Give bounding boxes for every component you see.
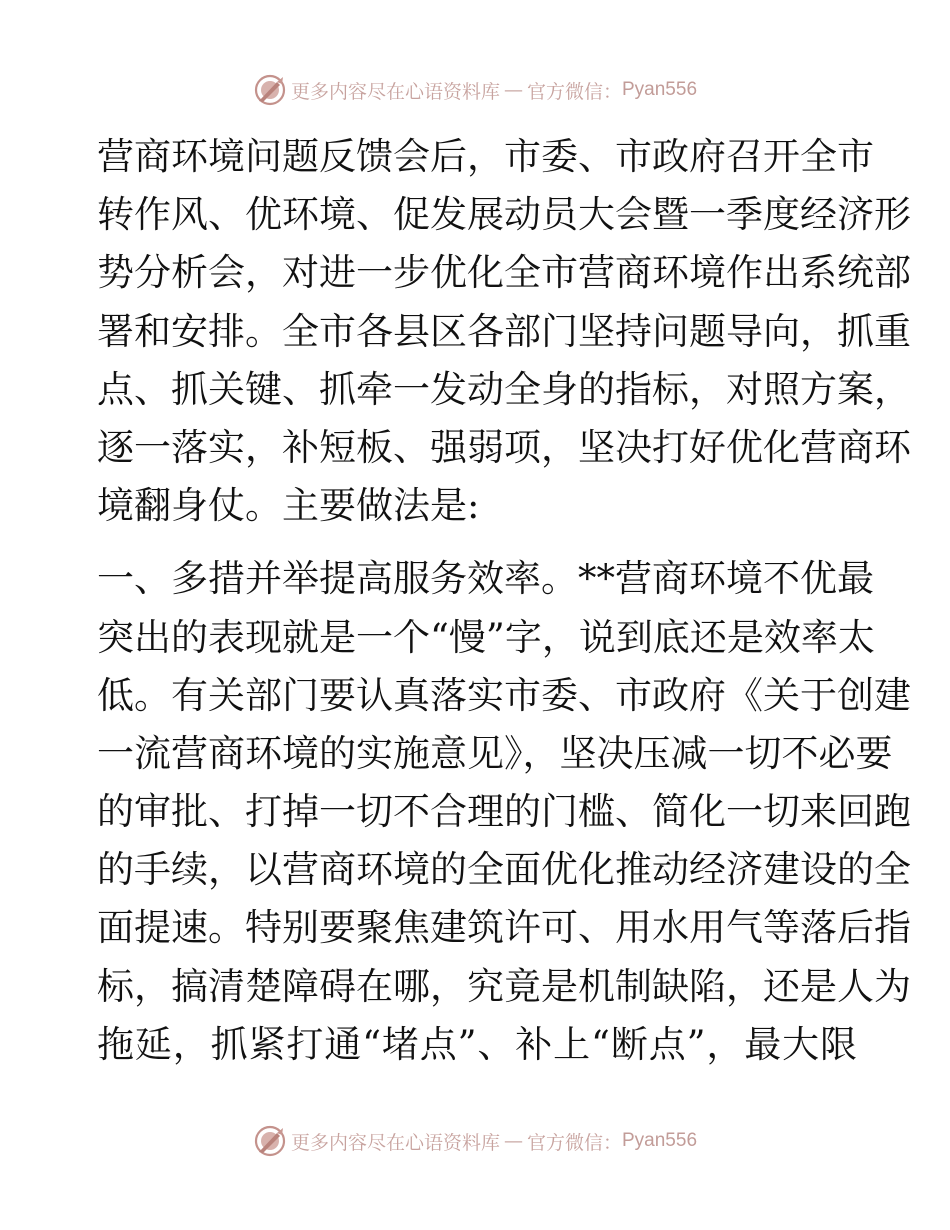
text-line: 势分析会，对进一步优化全市营商环境作出系统部	[97, 251, 911, 295]
text-line: 的手续，以营商环境的全面优化推动经济建设的全	[97, 848, 911, 892]
text-line: 署和安排。全市各县区各部门坚持问题导向，抓重	[97, 309, 911, 353]
text-line: 面提速。特别要聚焦建筑许可、用水用气等落后指	[97, 906, 911, 950]
watermark-contact-id: Pyan556	[622, 79, 698, 100]
text-line: 逐一落实，补短板、强弱项，坚决打好优化营商环	[97, 425, 911, 469]
text-line: 拖延，抓紧打通“堵点”、补上“断点”，最大限	[97, 1022, 857, 1066]
watermark-contact-label: 官方微信：	[526, 1131, 622, 1154]
header-watermark	[0, 72, 950, 108]
watermark-text: 更多内容尽在心语资料库	[290, 1131, 500, 1154]
watermark-dash: —	[503, 1130, 523, 1152]
quill-pen-seal-icon	[253, 1124, 287, 1158]
text-line: 一流营商环境的实施意见》，坚决压减一切不必要	[97, 731, 893, 775]
text-line: 营商环境问题反馈会后，市委、市政府召开全市	[97, 135, 874, 178]
text-line: 点、抓关键、抓牵一发动全身的指标，对照方案，	[97, 367, 911, 411]
text-line: 突出的表现就是一个“慢”字，说到底还是效率太	[97, 615, 875, 659]
text-line: 低。有关部门要认真落实市委、市政府《关于创建	[97, 673, 911, 717]
text-line: 标，搞清楚障碍在哪，究竟是机制缺陷，还是人为	[97, 964, 911, 1008]
text-line: 一、多措并举提高服务效率。**营商环境不优最	[97, 557, 874, 601]
watermark-text: 更多内容尽在心语资料库	[290, 80, 500, 103]
paragraph-intro	[97, 128, 911, 535]
watermark-dash: —	[503, 79, 523, 101]
watermark-contact-id: Pyan556	[622, 1130, 698, 1151]
quill-pen-seal-icon	[253, 73, 287, 107]
text-line: 的审批、打掉一切不合理的门槛、简化一切来回跑	[97, 790, 911, 834]
paragraph-section-one	[97, 550, 911, 1074]
watermark-contact-label: 官方微信：	[526, 80, 622, 103]
text-line: 转作风、优环境、促发展动员大会暨一季度经济形	[97, 193, 911, 237]
text-line: 境翻身仗。主要做法是:	[97, 484, 480, 528]
footer-watermark	[0, 1123, 950, 1159]
document-body	[97, 128, 911, 1074]
